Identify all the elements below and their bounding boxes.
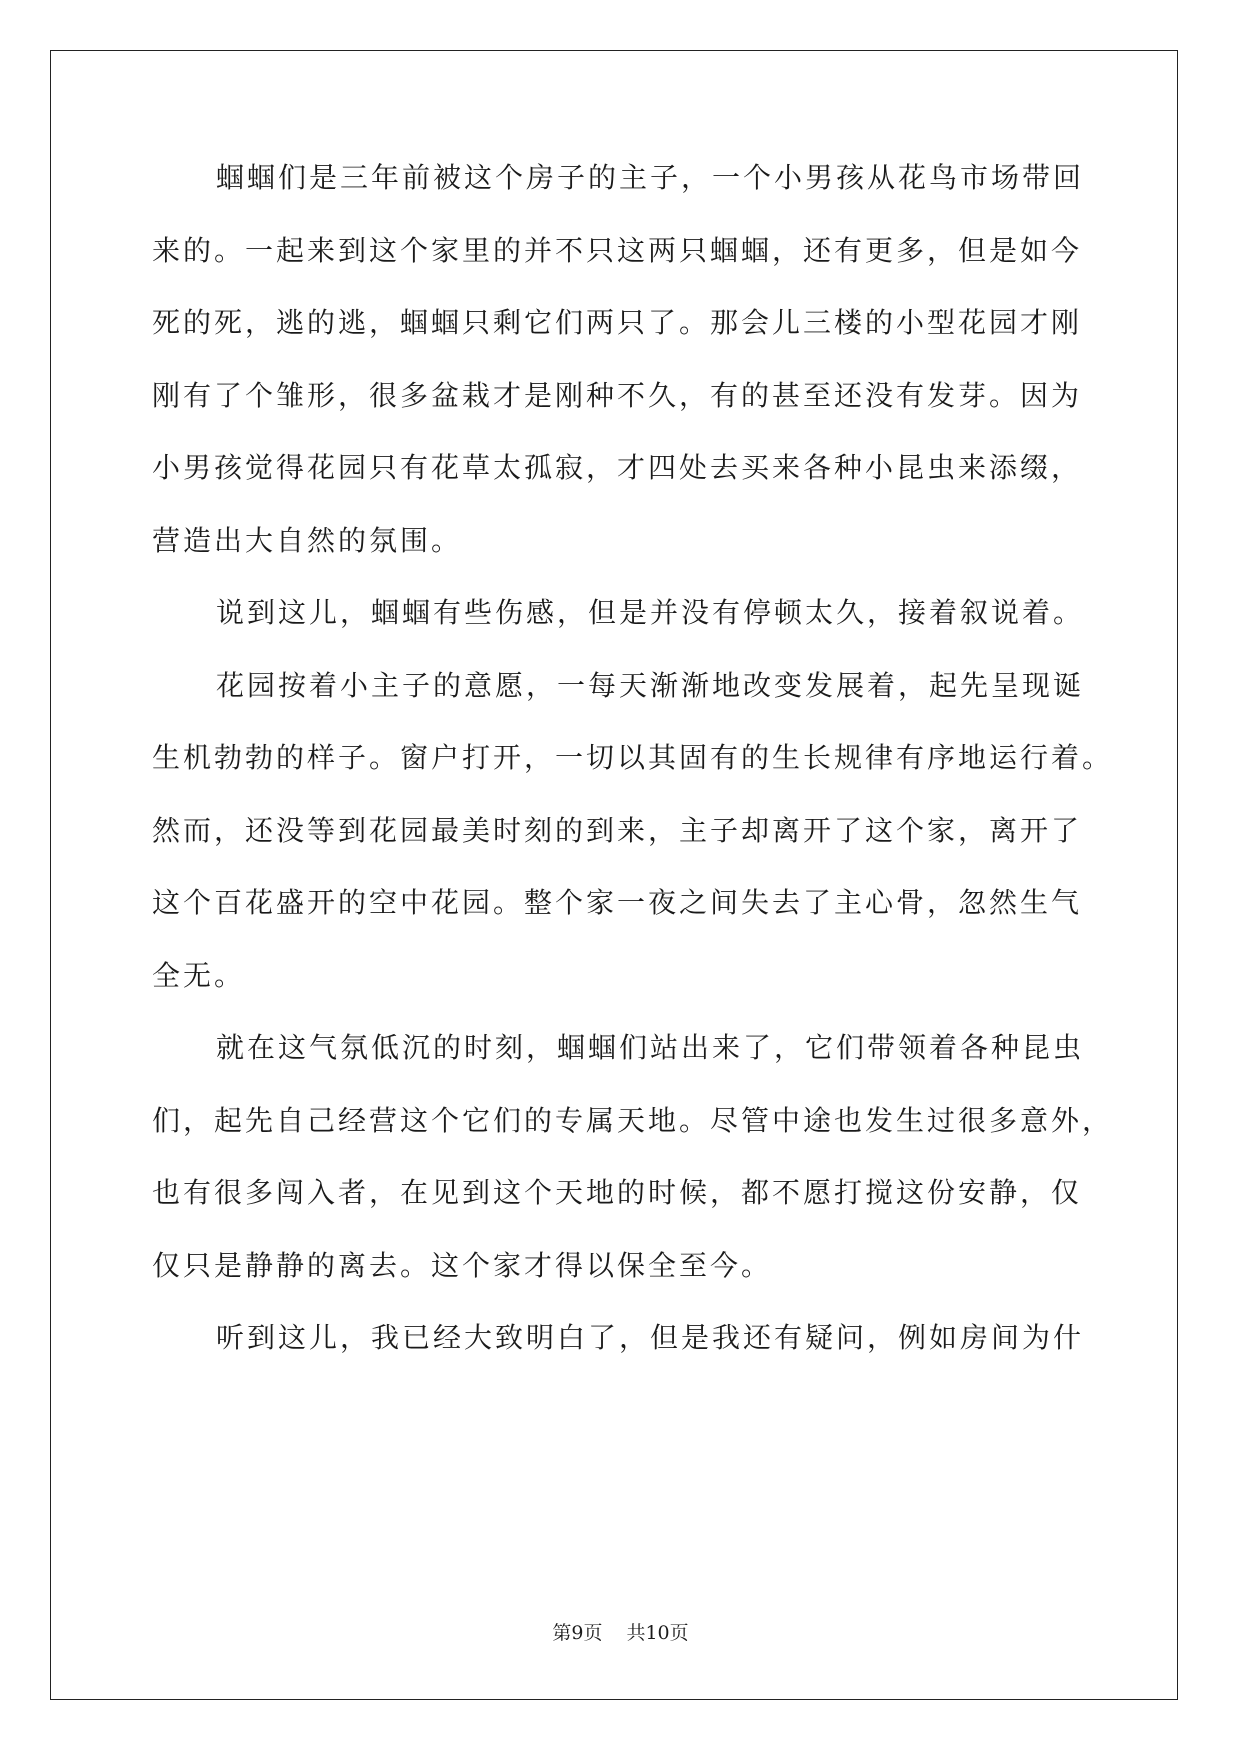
text-line: 们，起先自己经营这个它们的专属天地。尽管中途也发生过很多意外， — [152, 1103, 1114, 1137]
text-line: 生机勃勃的样子。窗户打开，一切以其固有的生长规律有序地运行着。 — [152, 741, 1114, 774]
text-line: 说到这儿，蝈蝈有些伤感，但是并没有停顿太久，接着叙说着。 — [216, 596, 1085, 629]
text-line: 花园按着小主子的意愿，一每天渐渐地改变发展着，起先呈现诞 — [216, 668, 1085, 702]
text-line: 全无。 — [152, 958, 246, 992]
text-line: 也有很多闯入者，在见到这个天地的时候，都不愿打搅这份安静，仅 — [152, 1176, 1083, 1209]
text-line: 仅只是静静的离去。这个家才得以保全至今。 — [152, 1248, 773, 1282]
page-number: 第9页 — [552, 1622, 603, 1644]
body-text — [152, 158, 1114, 1391]
text-line: 蝈蝈们是三年前被这个房子的主子，一个小男孩从花鸟市场带回 — [216, 161, 1085, 194]
text-line: 这个百花盛开的空中花园。整个家一夜之间失去了主心骨，忽然生气 — [152, 886, 1083, 919]
text-line: 然而，还没等到花园最美时刻的到来，主子却离开了这个家，离开了 — [152, 813, 1083, 847]
text-line: 营造出大自然的氛围。 — [152, 523, 463, 557]
text-line: 来的。一起来到这个家里的并不只这两只蝈蝈，还有更多，但是如今 — [152, 233, 1083, 267]
text-line: 就在这气氛低沉的时刻，蝈蝈们站出来了，它们带领着各种昆虫 — [216, 1031, 1085, 1064]
text-line: 死的死，逃的逃，蝈蝈只剩它们两只了。那会儿三楼的小型花园才刚 — [152, 306, 1083, 339]
total-pages: 共10页 — [626, 1622, 689, 1644]
text-line: 小男孩觉得花园只有花草太孤寂，才四处去买来各种小昆虫来添缀， — [152, 451, 1083, 484]
page-footer — [0, 1618, 1241, 1645]
text-line: 听到这儿，我已经大致明白了，但是我还有疑问，例如房间为什 — [216, 1321, 1085, 1354]
text-line: 刚有了个雏形，很多盆栽才是刚种不久，有的甚至还没有发芽。因为 — [152, 378, 1083, 412]
